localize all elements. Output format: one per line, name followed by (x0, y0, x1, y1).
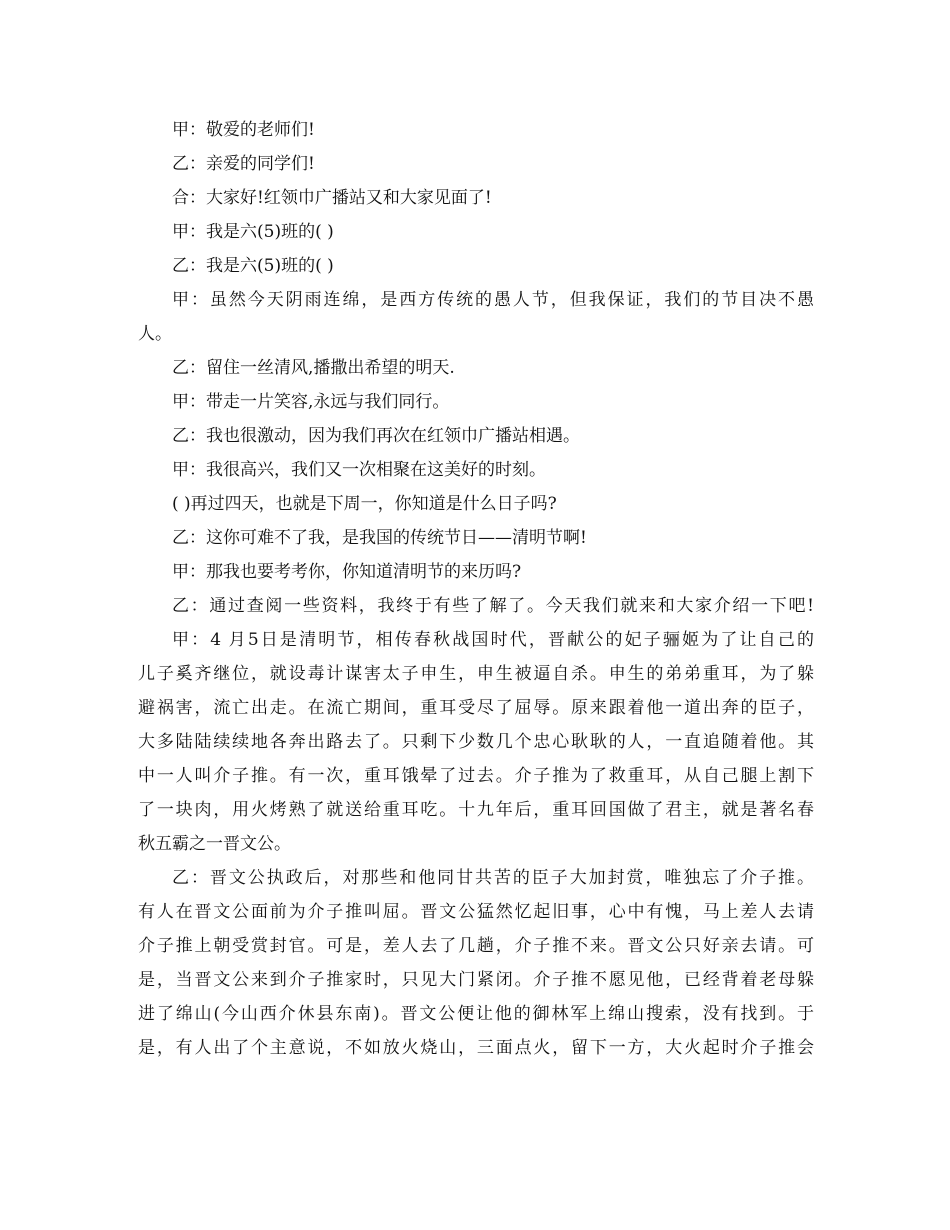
text-line: 乙：晋文公执政后，对那些和他同甘共苦的臣子大加封赏，唯独忘了介子推。 (172, 868, 814, 888)
text-line: 乙：我也很激动，因为我们再次在红领巾广播站相遇。 (172, 426, 580, 446)
text-line: 甲：敬爱的老师们! (172, 120, 315, 140)
text-line: 甲：虽然今天阴雨连绵，是西方传统的愚人节，但我保证，我们的节目决不愚 (172, 290, 814, 310)
text-line: 乙：留住一丝清风,播撒出希望的明天. (172, 358, 455, 378)
text-line: 甲：那我也要考考你，你知道清明节的来历吗? (172, 562, 522, 582)
text-line: 大多陆陆续续地各奔出路去了。只剩下少数几个忠心耿耿的人，一直追随着他。其 (138, 732, 814, 752)
text-line: 是，有人出了个主意说，不如放火烧山，三面点火，留下一方，大火起时介子推会 (138, 1038, 814, 1058)
text-line: 甲：我是六(5)班的( ) (172, 222, 334, 242)
text-line: 是，当晋文公来到介子推家时，只见大门紧闭。介子推不愿见他，已经背着老母躲 (138, 970, 814, 990)
text-line: 乙：这你可难不了我，是我国的传统节日——清明节啊! (172, 528, 587, 548)
text-line: 中一人叫介子推。有一次，重耳饿晕了过去。介子推为了救重耳，从自己腿上割下 (138, 766, 814, 786)
text-line: 乙：我是六(5)班的( ) (172, 256, 334, 276)
text-line: 了一块肉，用火烤熟了就送给重耳吃。十九年后，重耳回国做了君主，就是著名春 (138, 800, 814, 820)
document-page (138, 113, 814, 1065)
text-line: 人。 (138, 324, 172, 344)
text-line: ( )再过四天，也就是下周一，你知道是什么日子吗? (172, 494, 557, 514)
text-line: 儿子奚齐继位，就设毒计谋害太子申生，申生被逼自杀。申生的弟弟重耳，为了躲 (138, 664, 814, 684)
text-line: 甲：4 月5日是清明节，相传春秋战国时代，晋献公的妃子骊姬为了让自己的 (172, 630, 814, 650)
text-line: 乙：亲爱的同学们! (172, 154, 315, 174)
text-line: 避祸害，流亡出走。在流亡期间，重耳受尽了屈辱。原来跟着他一道出奔的臣子， (138, 698, 814, 718)
text-line: 进了绵山(今山西介休县东南)。晋文公便让他的御林军上绵山搜索，没有找到。于 (138, 1004, 814, 1024)
text-line: 甲：我很高兴，我们又一次相聚在这美好的时刻。 (172, 460, 546, 480)
text-line: 乙：通过查阅一些资料，我终于有些了解了。今天我们就来和大家介绍一下吧! (172, 596, 814, 616)
text-line: 介子推上朝受赏封官。可是，差人去了几趟，介子推不来。晋文公只好亲去请。可 (138, 936, 814, 956)
text-line: 甲：带走一片笑容,永远与我们同行。 (172, 392, 450, 412)
text-line: 有人在晋文公面前为介子推叫屈。晋文公猛然忆起旧事，心中有愧，马上差人去请 (138, 902, 814, 922)
text-line: 秋五霸之一晋文公。 (138, 834, 291, 854)
text-line: 合：大家好!红领巾广播站又和大家见面了! (172, 188, 492, 208)
